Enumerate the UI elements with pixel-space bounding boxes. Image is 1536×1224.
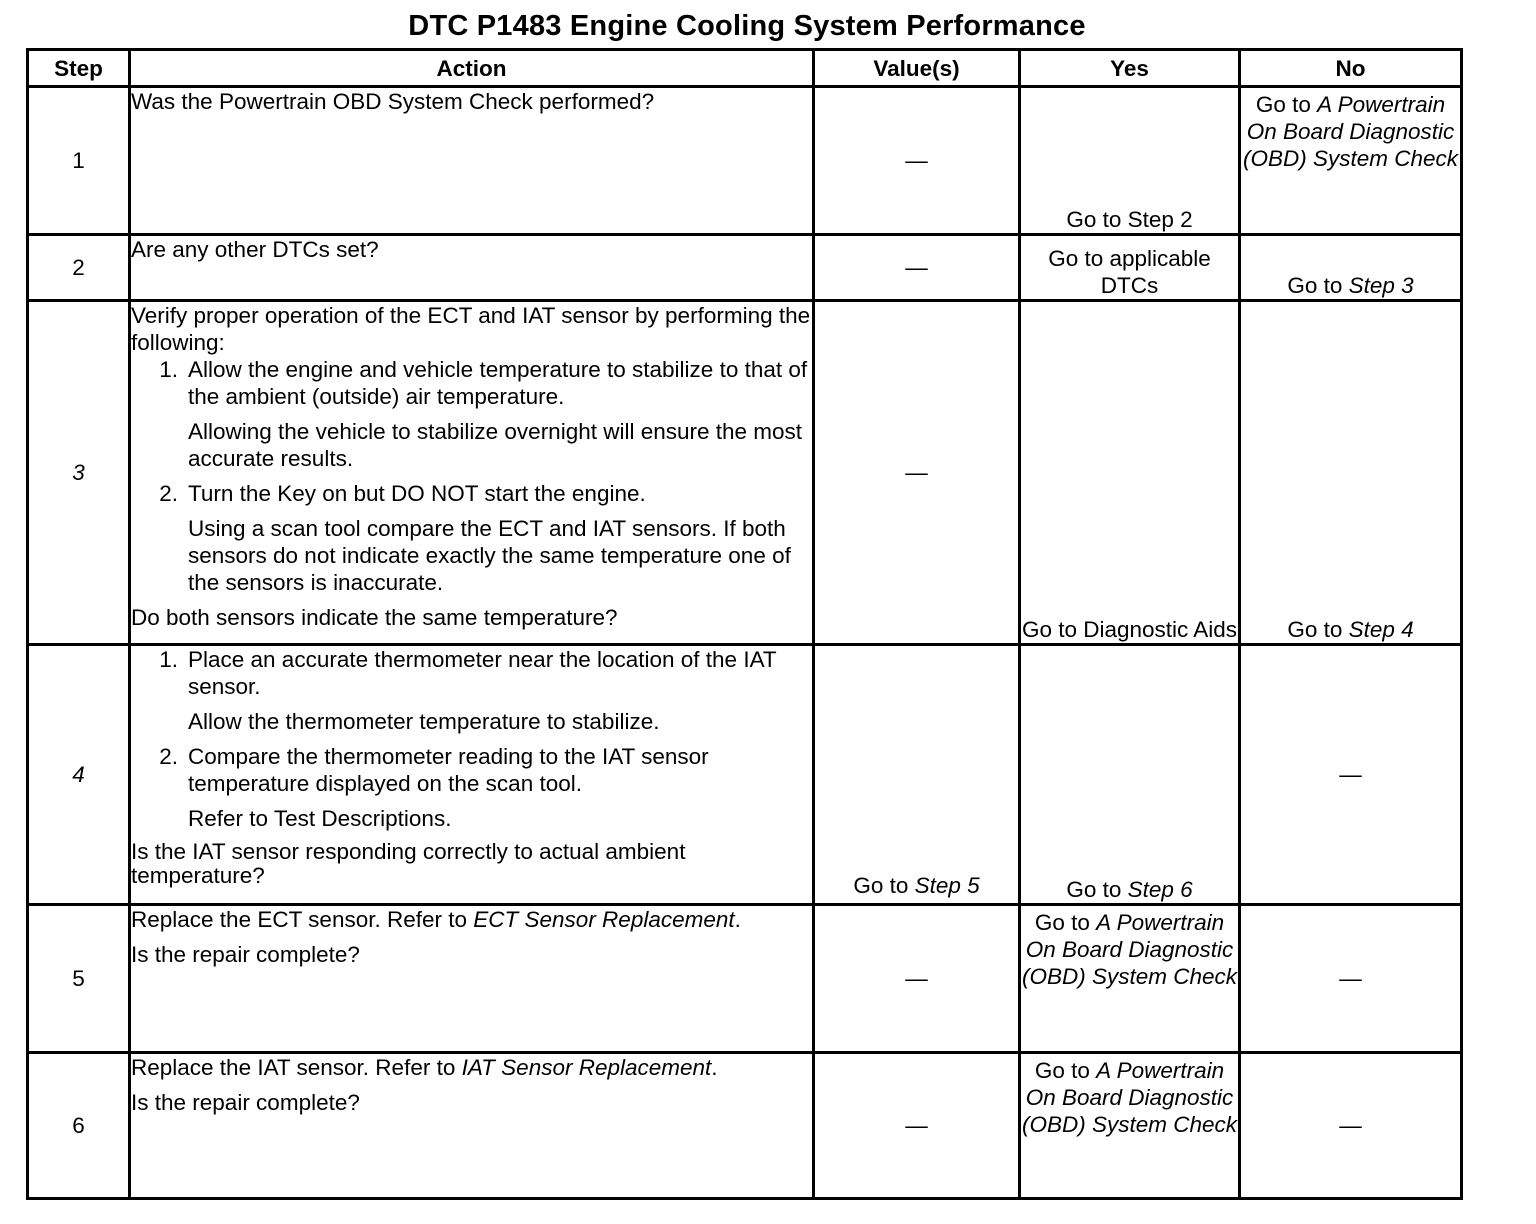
header-no: No xyxy=(1240,50,1462,87)
no-reference: Step 3 xyxy=(1348,273,1414,298)
list-note: Using a scan tool compare the ECT and IAT sensors. If both sensors do not indicate exactly the same temperature one of the sensors is inaccurate. xyxy=(188,516,791,595)
dash: — xyxy=(905,1113,928,1138)
dash: — xyxy=(905,966,928,991)
table-row xyxy=(28,301,1462,645)
step-number: 2 xyxy=(28,235,130,301)
action-text xyxy=(131,1054,812,1081)
action-cell xyxy=(130,301,814,645)
no-prefix: Go to xyxy=(1287,273,1349,298)
list-item xyxy=(131,480,812,507)
diagnostic-table xyxy=(26,48,1463,1200)
value-cell xyxy=(814,1053,1020,1199)
page-title: DTC P1483 Engine Cooling System Performance xyxy=(408,10,1086,42)
yes-prefix: Go to xyxy=(1066,877,1128,902)
value-prefix: Go to xyxy=(853,873,915,898)
action-question: Is the IAT sensor responding correctly to actual ambient temperature? xyxy=(131,839,686,888)
list-item xyxy=(131,743,812,797)
action-cell xyxy=(130,87,814,235)
action-suffix: . xyxy=(711,1055,718,1080)
list-number: 2. xyxy=(159,481,178,506)
list-text: Allow the engine and vehicle temperature to stabilize to that of the ambient (outside) air temperature. xyxy=(188,357,808,409)
yes-cell xyxy=(1020,905,1240,1053)
step-number: 6 xyxy=(28,1053,130,1199)
table-row xyxy=(28,1053,1462,1199)
step-number: 1 xyxy=(28,87,130,235)
no-reference: Step 4 xyxy=(1348,617,1414,642)
yes-cell xyxy=(1020,645,1240,905)
header-values: Value(s) xyxy=(814,50,1020,87)
yes-reference: Step 6 xyxy=(1127,877,1193,902)
action-intro: Verify proper operation of the ECT and IAT sensor by performing the following: xyxy=(131,303,811,355)
yes-prefix: Go to xyxy=(1034,1058,1097,1083)
action-text: Are any other DTCs set? xyxy=(131,237,379,262)
action-reference: IAT Sensor Replacement xyxy=(461,1055,712,1080)
no-reference: A Powertrain On Board Diagnostic (OBD) System Check xyxy=(1242,92,1459,171)
yes-reference: A Powertrain On Board Diagnostic (OBD) System Check xyxy=(1021,1058,1238,1137)
action-question: Is the repair complete? xyxy=(131,942,360,967)
action-prefix: Replace the IAT sensor. Refer to xyxy=(131,1055,462,1080)
yes-cell: Go to Diagnostic Aids xyxy=(1020,301,1240,645)
no-cell xyxy=(1240,87,1462,235)
value-cell xyxy=(814,301,1020,645)
value-reference: Step 5 xyxy=(914,873,980,898)
value-cell xyxy=(814,235,1020,301)
action-suffix: . xyxy=(734,907,741,932)
no-prefix: Go to xyxy=(1287,617,1349,642)
list-text: Turn the Key on but DO NOT start the engine. xyxy=(188,481,646,506)
table-row xyxy=(28,235,1462,301)
action-cell xyxy=(130,1053,814,1199)
no-cell xyxy=(1240,301,1462,645)
action-cell xyxy=(130,645,814,905)
list-number: 1. xyxy=(159,357,178,382)
no-cell xyxy=(1240,905,1462,1053)
step-number: 5 xyxy=(28,905,130,1053)
action-reference: ECT Sensor Replacement xyxy=(473,907,735,932)
action-text: Was the Powertrain OBD System Check performed? xyxy=(131,89,655,114)
header-step: Step xyxy=(28,50,130,87)
action-cell xyxy=(130,905,814,1053)
dash: — xyxy=(1339,762,1362,787)
table-row xyxy=(28,905,1462,1053)
step-number: 3 xyxy=(28,301,130,645)
no-prefix: Go to xyxy=(1255,92,1318,117)
yes-reference: A Powertrain On Board Diagnostic (OBD) System Check xyxy=(1021,910,1238,989)
yes-cell: Go to Step 2 xyxy=(1020,87,1240,235)
yes-cell: Go to applicable DTCs xyxy=(1020,235,1240,301)
list-note: Allowing the vehicle to stabilize overnight will ensure the most accurate results. xyxy=(188,419,803,471)
dash: — xyxy=(1339,966,1362,991)
action-cell xyxy=(130,235,814,301)
yes-cell xyxy=(1020,1053,1240,1199)
header-yes: Yes xyxy=(1020,50,1240,87)
no-cell xyxy=(1240,645,1462,905)
action-text xyxy=(131,906,812,933)
dash: — xyxy=(905,255,928,280)
no-cell xyxy=(1240,235,1462,301)
header-action: Action xyxy=(130,50,814,87)
no-cell xyxy=(1240,1053,1462,1199)
action-question: Do both sensors indicate the same temperature? xyxy=(131,605,618,630)
dash: — xyxy=(905,148,928,173)
list-number: 2. xyxy=(159,744,178,769)
value-cell xyxy=(814,645,1020,905)
yes-prefix: Go to xyxy=(1034,910,1097,935)
value-cell xyxy=(814,87,1020,235)
action-prefix: Replace the ECT sensor. Refer to xyxy=(131,907,474,932)
dash: — xyxy=(1339,1113,1362,1138)
list-note: Refer to Test Descriptions. xyxy=(188,806,452,831)
list-item xyxy=(131,646,812,700)
action-question: Is the repair complete? xyxy=(131,1090,360,1115)
list-number: 1. xyxy=(159,647,178,672)
dash: — xyxy=(905,460,928,485)
list-text: Place an accurate thermometer near the location of the IAT sensor. xyxy=(188,647,777,699)
list-item xyxy=(131,356,812,410)
value-cell xyxy=(814,905,1020,1053)
step-number: 4 xyxy=(28,645,130,905)
table-row xyxy=(28,87,1462,235)
list-note: Allow the thermometer temperature to stabilize. xyxy=(188,709,660,734)
table-header-row xyxy=(28,50,1462,87)
table-row xyxy=(28,645,1462,905)
list-text: Compare the thermometer reading to the IAT sensor temperature displayed on the scan tool. xyxy=(188,744,709,796)
